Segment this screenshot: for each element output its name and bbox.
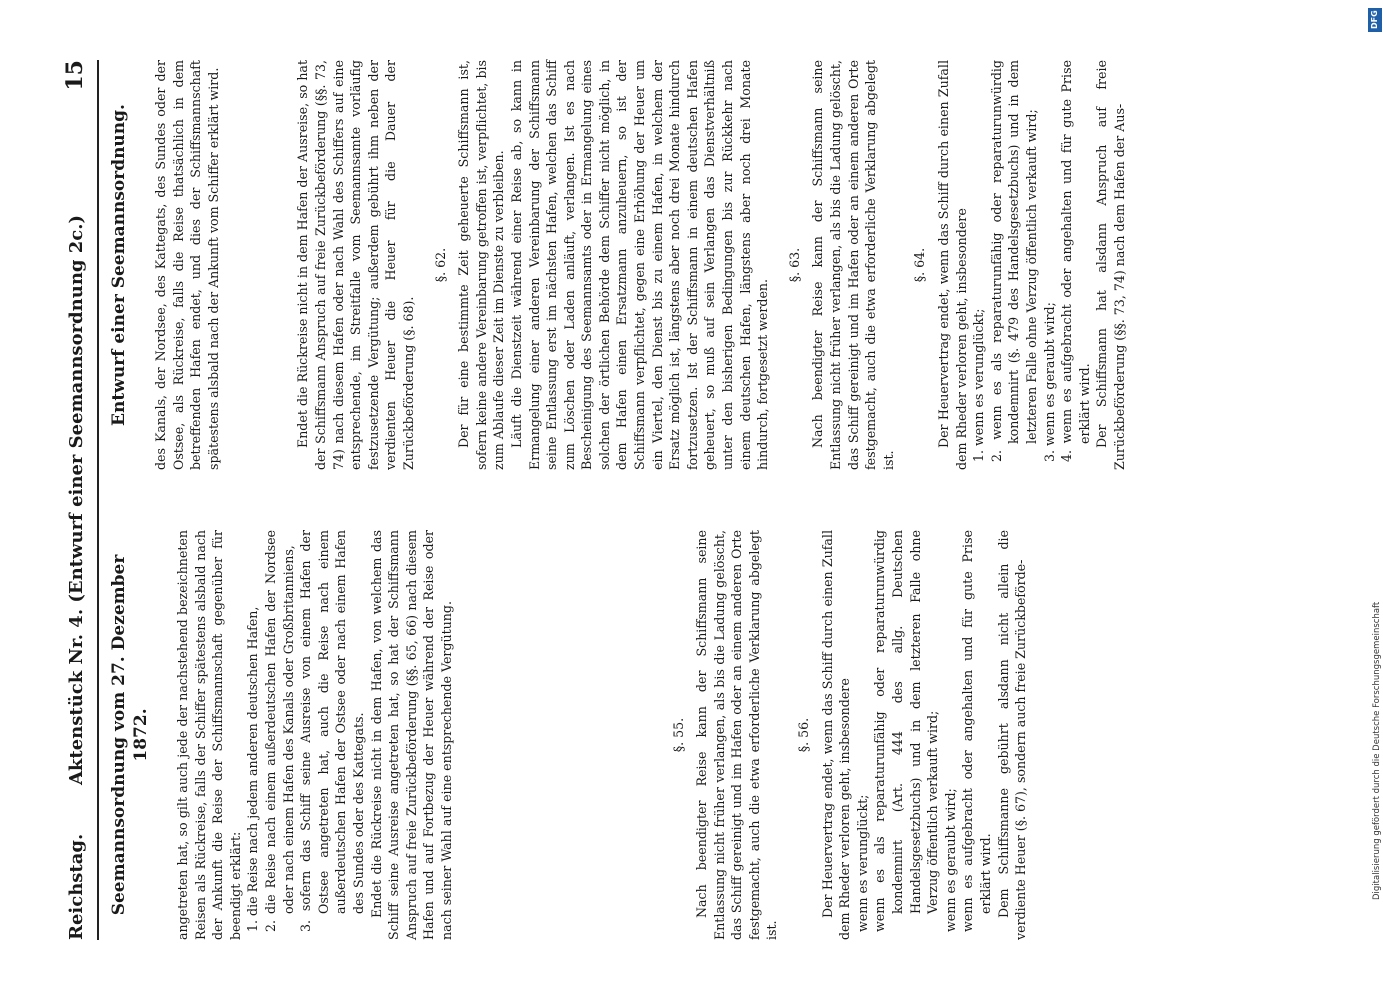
- paragraph: Endet die Rückreise nicht in dem Hafen der Ausreise, so hat der Schiffsmann Anspruch auf freie Zurückbeförderung (§§. 73, 74) nach diesem Hafen oder nach Wahl des Schiffers auf eine entsprechende, im Streitfalle vom Seemannsamte vorläufig festzusetzende Vergütung; außerdem gebührt ihm neben der verdienten Heuer die Heuer für die Dauer der Zurückbeförderung (§. 68).: [295, 60, 416, 470]
- paragraph: Der Heuervertrag endet, wenn das Schiff durch einen Zufall dem Rheder verloren geht, insbesondere: [819, 530, 853, 940]
- paragraph: Läuft die Dienstzeit während einer Reise ab, so kann in Ermangelung einer anderen Vereinbarung der Schiffsmann seine Entlassung erst im nächsten Hafen, welchen das Schiff zum Löschen oder Laden anläuft, verlangen. Ist es nach Bescheinigung des Seemannsamts oder in Ermangelung eines solchen der örtlichen Behörde dem Schiffer nicht möglich, in dem Hafen einen Ersatzmann anzuheuern, so ist der Schiffsmann verpflichtet, gegen eine Erhöhung der Heuer um ein Viertel, den Dienst bis zu einem Hafen, in welchem der Ersatz möglich ist, längstens aber noch drei Monate hindurch fortzusetzen. Ist der Schiffsmann in einem deutschen Hafen geheuert, so muß auf sein Verlangen das Dienstverhältniß unter den bisherigen Bedingungen bis zur Rückkehr nach einem deutschen Hafen, längstens aber noch drei Monate hindurch, fortgesetzt werden.: [508, 60, 771, 470]
- paragraph: Der Schiffsmann hat alsdann Anspruch auf freie Zurückbeförderung (§§. 73, 74) nach dem Hafen der Aus-: [1094, 60, 1127, 470]
- paragraph: Dem Schiffsmanne gebührt alsdann nicht allein die verdiente Heuer (§. 67), sondern auch freie Zurückbeförde-: [995, 530, 1029, 940]
- section-number: §. 64.: [912, 247, 928, 283]
- left-column: [108, 530, 1030, 940]
- paragraph: des Kanals, der Nordsee, des Kattegats, des Sundes oder der Ostsee, als Rückreise, falls die Reise thatsächlich in dem betreffenden Hafen endet, und dies der Schiffsmannschaft spätestens alsbald nach der Ankunft vom Schiffer erklärt wird.: [153, 60, 221, 470]
- section-number: §. 55.: [670, 717, 686, 753]
- section-number: §. 63.: [786, 247, 802, 283]
- list-item: 1. die Reise nach jedem anderen deutschen Hafen,: [245, 606, 261, 932]
- paragraph: Der für eine bestimmte Zeit geheuerte Schiffsmann ist, sofern keine andere Vereinbarung getroffen ist, verpflichtet, bis zum Ablaufe dieser Zeit im Dienste zu verbleiben.: [456, 60, 507, 470]
- paragraph: Nach beendigter Reise kann der Schiffsmann seine Entlassung nicht früher verlangen, als bis die Ladung gelöscht, das Schiff gereinigt und im Hafen oder an einem anderen Orte festgemacht, auch die etwa erforderliche Verklarung abgelegt ist.: [694, 530, 780, 940]
- list-item: 3. sofern das Schiff seine Ausreise von einem Hafen der Ostsee angetreten hat, auch die Reise nach einem außerdeutschen Hafen der Ostsee oder nach einem Hafen des Sundes oder des Kattegats.: [298, 530, 366, 932]
- list-item: 2. die Reise nach einem außerdeutschen Hafen der Nordsee oder nach einem Hafen des Kanals oder Großbritanniens,: [262, 530, 296, 932]
- list-item: wenn es geraubt wird;: [942, 788, 958, 932]
- paragraph: Endet die Rückreise nicht in dem Hafen, von welchem das Schiff seine Ausreise angetreten hat, so hat der Schiffsmann Anspruch auf freie Zurückbeförderung (§§. 65, 66) nach diesem Hafen und auf Fortbezug der Heuer während der Reise oder nach seiner Wahl auf eine entsprechende Vergütung.: [368, 530, 454, 940]
- list-item: 4. wenn es aufgebracht oder angehalten und für gute Prise erklärt wird.: [1059, 60, 1092, 462]
- right-column-heading: Entwurf einer Seemannsordnung.: [109, 104, 129, 426]
- header-center: Aktenstück Nr. 4. (Entwurf einer Seemannsordnung 2c.): [66, 214, 87, 786]
- list-item: wenn es als reparaturunfähig oder reparaturunwürdig kondemnirt (Art. 444 des allg. Deutschen Handelsgesetzbuchs) und in dem letzteren Falle ohne Verzug öffentlich verkauft wird;: [872, 530, 941, 932]
- page-number: 15: [62, 60, 88, 91]
- paragraph: Nach beendigter Reise kann der Schiffsmann seine Entlassung nicht früher verlangen, als bis die Ladung gelöscht, das Schiff gereinigt und im Hafen oder an einem anderen Orte festgemacht, auch die etwa erforderliche Verklarung abgelegt ist.: [810, 60, 896, 470]
- left-column-heading: Seemannsordnung vom 27. Dezember 1872.: [109, 554, 151, 916]
- section-number: §. 62.: [432, 247, 448, 283]
- list-item: 2. wenn es als reparaturunfähig oder reparaturunwürdig kondemnirt (§. 479 des Handelsgesetzbuchs) und in dem letzteren Falle ohne Verzug öffentlich verkauft wird;: [988, 60, 1039, 462]
- header-left: Reichstag.: [66, 833, 87, 940]
- paragraph: Der Heuervertrag endet, wenn das Schiff durch einen Zufall dem Rheder verloren geht, insbesondere: [935, 60, 969, 470]
- digitization-note: Digitalisierung gefördert durch die Deutsche Forschungsgemeinschaft: [1372, 601, 1382, 900]
- dfg-logo: DFG: [1368, 8, 1382, 32]
- list-item: wenn es verunglückt;: [854, 794, 870, 932]
- paragraph: angetreten hat, so gilt auch jede der nachstehend bezeichneten Reisen als Rückreise, falls der Schiffer spätestens alsbald nach der Ankunft die Reise der Schiffsmannschaft gegenüber für beendigt erklärt:: [175, 530, 243, 940]
- section-number: §. 56.: [796, 717, 812, 753]
- header-rule: [97, 60, 99, 940]
- list-item: 1. wenn es verunglückt;: [971, 308, 987, 462]
- running-head: [62, 60, 94, 940]
- list-item: wenn es aufgebracht oder angehalten und für gute Prise erklärt wird.: [960, 530, 993, 932]
- list-item: 3. wenn es geraubt wird;: [1041, 302, 1057, 462]
- right-column: [108, 60, 1129, 470]
